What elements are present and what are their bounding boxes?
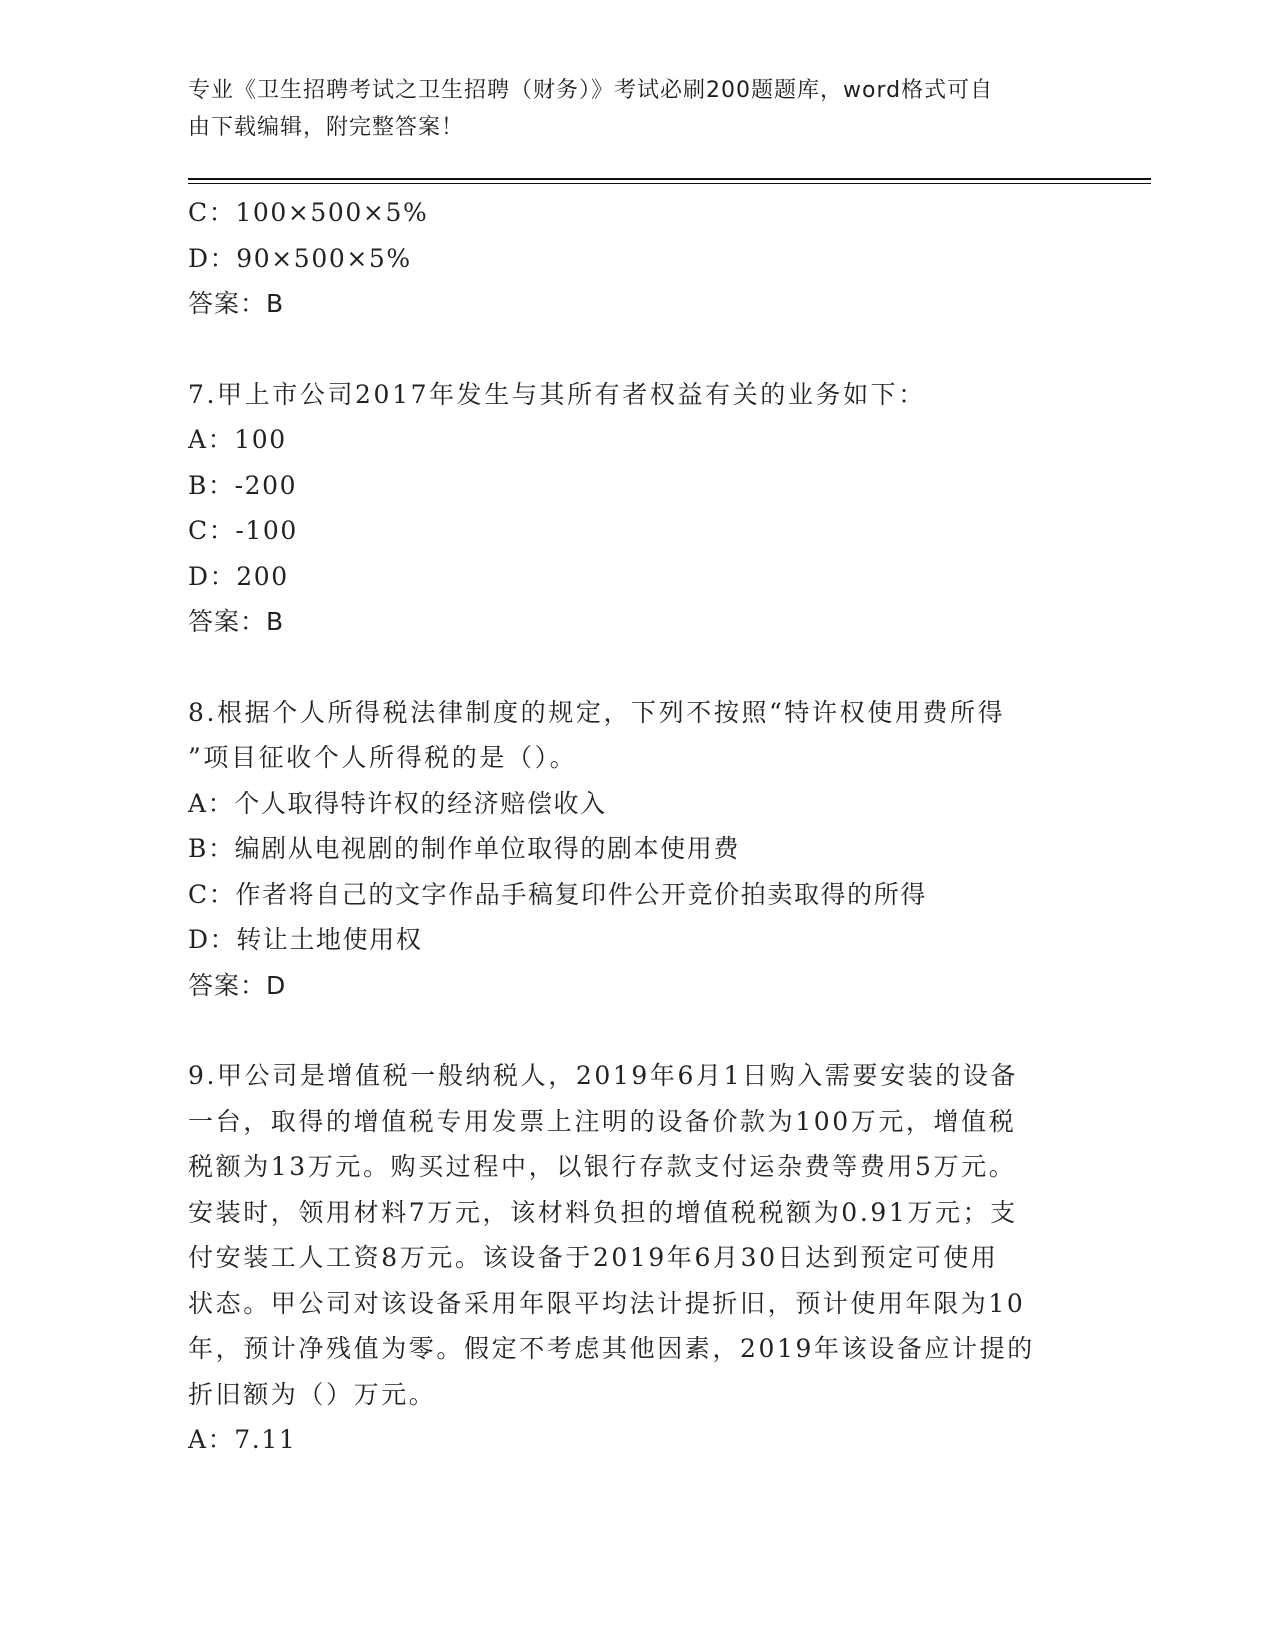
option-text: 编剧从电视剧的制作单位取得的剧本使用费 bbox=[234, 834, 740, 863]
option-text: 7.11 bbox=[234, 1425, 297, 1454]
header-line-1: 专业《卫生招聘考试之卫生招聘（财务）》考试必刷200题题库，word格式可自 bbox=[188, 78, 994, 103]
question-text: 折旧额为（）万元。 bbox=[188, 1379, 437, 1409]
option-label: A： bbox=[188, 788, 235, 818]
option-label: C： bbox=[188, 516, 236, 545]
question-gap bbox=[188, 327, 1088, 372]
option-b bbox=[188, 463, 1088, 509]
option-text: 个人取得特许权的经济赔偿收入 bbox=[234, 788, 607, 818]
header-line-2: 由下载编辑，附完整答案！ bbox=[188, 115, 465, 140]
question-text: 年，预计净残值为零。假定不考虑其他因素，2019年该设备应计提的 bbox=[188, 1334, 1035, 1363]
option-a bbox=[188, 781, 1088, 827]
option-text: -100 bbox=[235, 516, 298, 545]
option-text: 90×500×5% bbox=[236, 243, 412, 273]
option-label: A： bbox=[188, 425, 235, 454]
option-label: D： bbox=[188, 925, 237, 954]
header-rule-thin bbox=[188, 183, 1151, 184]
answer-line: 答案：B bbox=[188, 607, 285, 636]
option-label: C： bbox=[188, 879, 236, 909]
option-d bbox=[188, 554, 1088, 600]
question-gap bbox=[188, 645, 1088, 690]
option-text: 转让土地使用权 bbox=[236, 925, 423, 954]
question-text: 9.甲公司是增值税一般纳税人，2019年6月1日购入需要安装的设备 bbox=[188, 1061, 1019, 1090]
question-text: ”项目征收个人所得税的是（）。 bbox=[188, 743, 578, 772]
question-text: 一台，取得的增值税专用发票上注明的设备价款为100万元，增值税 bbox=[188, 1106, 1017, 1136]
question-8 bbox=[188, 690, 1088, 1009]
option-c bbox=[188, 872, 1088, 918]
question-text: 税额为13万元。购买过程中，以银行存款支付运杂费等费用5万元。 bbox=[188, 1152, 1017, 1181]
answer-line: 答案：D bbox=[188, 970, 287, 1000]
option-text: 100×500×5% bbox=[235, 198, 429, 227]
question-text: 8.根据个人所得税法律制度的规定，下列不按照“特许权使用费所得 bbox=[188, 697, 1006, 727]
option-label: C： bbox=[188, 198, 236, 227]
option-b bbox=[188, 826, 1088, 872]
option-a bbox=[188, 417, 1088, 463]
option-text: 作者将自己的文字作品手稿复印件公开竞价拍卖取得的所得 bbox=[235, 879, 927, 909]
option-text: 200 bbox=[236, 561, 289, 591]
question-text: 状态。甲公司对该设备采用年限平均法计提折旧，预计使用年限为10 bbox=[188, 1288, 1026, 1318]
option-d bbox=[188, 917, 1088, 963]
option-c bbox=[188, 190, 1088, 236]
question-gap bbox=[188, 1008, 1088, 1053]
option-label: A： bbox=[188, 1425, 235, 1454]
question-7 bbox=[188, 372, 1088, 645]
option-text: -200 bbox=[234, 470, 298, 500]
header-rule-thick bbox=[188, 178, 1151, 180]
option-d bbox=[188, 236, 1088, 282]
page-header bbox=[188, 72, 1068, 146]
question-text: 付安装工人工资8万元。该设备于2019年6月30日达到预定可使用 bbox=[188, 1243, 999, 1272]
question-text: 安装时，领用材料7万元，该材料负担的增值税税额为0.91万元；支 bbox=[188, 1197, 1018, 1227]
option-label: D： bbox=[188, 243, 237, 273]
option-label: B： bbox=[188, 470, 235, 500]
option-a bbox=[188, 1417, 1088, 1463]
question-9 bbox=[188, 1053, 1088, 1463]
question-content bbox=[188, 190, 1088, 1463]
option-c bbox=[188, 508, 1088, 554]
previous-question-block bbox=[188, 190, 1088, 327]
option-label: B： bbox=[188, 834, 235, 863]
question-text: 7.甲上市公司2017年发生与其所有者权益有关的业务如下： bbox=[188, 379, 926, 409]
answer-line: 答案：B bbox=[188, 289, 285, 318]
option-label: D： bbox=[188, 561, 237, 591]
option-text: 100 bbox=[234, 425, 287, 454]
